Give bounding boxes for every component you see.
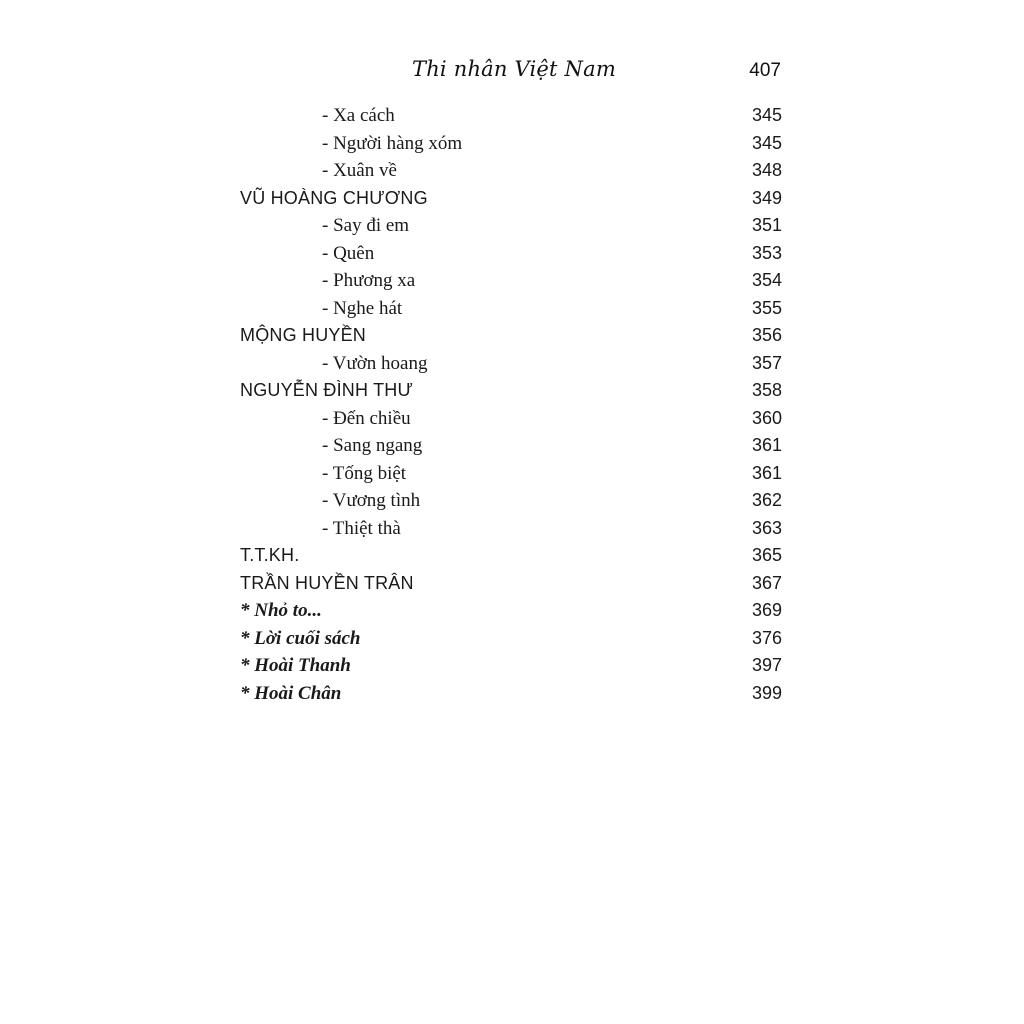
toc-entry-title: - Người hàng xóm <box>322 132 463 154</box>
toc-entry-poem <box>240 102 782 130</box>
toc-entry-page-number: 345 <box>751 105 782 125</box>
toc-entry-page-number: 399 <box>751 682 782 703</box>
toc-entry-poem <box>240 487 782 515</box>
toc-entry-title: TRẦN HUYỀN TRÂN <box>240 572 414 593</box>
toc-entry-page-number: 351 <box>751 215 782 235</box>
toc-entry-page-number: 369 <box>751 600 782 620</box>
toc-entry-page-number: 355 <box>751 297 782 318</box>
page-number: 407 <box>749 60 781 81</box>
toc-entry-page-number: 358 <box>751 380 782 400</box>
toc-entry-title: - Tống biệt <box>322 462 407 484</box>
toc-entry-title: - Sang ngang <box>322 435 423 456</box>
toc-entry-title: - Say đi em <box>322 215 410 236</box>
toc-entry-title: - Xa cách <box>322 105 395 126</box>
toc-entry-poem <box>240 157 782 185</box>
toc-entry-author <box>240 377 782 405</box>
toc-entry-page-number: 361 <box>751 435 782 455</box>
running-head-title: Thi nhân Việt Nam <box>412 57 616 81</box>
toc-entry-poem <box>240 460 782 488</box>
toc-entry-page-number: 361 <box>751 462 782 483</box>
toc-entry-poem <box>240 295 782 323</box>
toc-entry-title: * Lời cuối sách <box>240 627 361 649</box>
toc-entry-page-number: 357 <box>751 352 782 373</box>
toc-entry-title: VŨ HOÀNG CHƯƠNG <box>240 187 428 208</box>
toc-entry-title: * Hoài Thanh <box>240 655 351 676</box>
toc-entry-poem <box>240 267 782 295</box>
toc-entry-page-number: 345 <box>751 132 782 153</box>
toc-entry-page-number: 360 <box>751 407 782 428</box>
toc-entry-title: - Thiệt thà <box>322 517 401 539</box>
toc-entry-title: - Xuân về <box>322 160 397 181</box>
toc-entry-title: - Quên <box>322 242 375 264</box>
toc-entry-page-number: 349 <box>751 187 782 208</box>
toc-entry-section <box>240 652 782 680</box>
toc-entry-page-number: 353 <box>751 242 782 263</box>
toc-entry-title: - Phương xa <box>322 270 416 291</box>
toc-entry-poem <box>240 212 782 240</box>
toc-entry-poem <box>240 350 782 378</box>
toc-entry-author <box>240 185 782 213</box>
toc-entry-section <box>240 625 782 653</box>
toc-entry-poem <box>240 432 782 460</box>
toc-entry-page-number: 397 <box>751 655 782 675</box>
toc-entry-title: - Vườn hoang <box>322 352 428 374</box>
toc-entry-page-number: 348 <box>751 160 782 180</box>
toc-entry-title: T.T.KH. <box>240 545 300 565</box>
toc-entry-title: - Vương tình <box>322 490 421 511</box>
toc-entry-section <box>240 680 782 708</box>
toc-entry-page-number: 362 <box>751 490 782 510</box>
toc-entry-page-number: 354 <box>751 270 782 290</box>
toc-entry-section <box>240 597 782 625</box>
toc-entry-title: - Đến chiều <box>322 407 411 429</box>
toc-entry-page-number: 376 <box>751 627 782 648</box>
toc-entry-title: NGUYỄN ĐÌNH THƯ <box>240 380 414 400</box>
toc-entry-title: - Nghe hát <box>322 297 403 319</box>
toc-entry-title: MỘNG HUYỀN <box>240 325 367 345</box>
table-of-contents <box>240 102 782 707</box>
toc-entry-title: * Hoài Chân <box>240 682 342 704</box>
toc-entry-poem <box>240 130 782 158</box>
toc-entry-author <box>240 322 782 350</box>
toc-entry-author <box>240 542 782 570</box>
toc-entry-poem <box>240 515 782 543</box>
toc-entry-page-number: 356 <box>751 325 782 345</box>
toc-entry-page-number: 367 <box>751 572 782 593</box>
toc-entry-title: * Nhỏ to... <box>240 600 322 621</box>
toc-entry-page-number: 363 <box>751 517 782 538</box>
toc-entry-author <box>240 570 782 598</box>
toc-entry-page-number: 365 <box>751 545 782 565</box>
toc-entry-poem <box>240 240 782 268</box>
toc-entry-poem <box>240 405 782 433</box>
